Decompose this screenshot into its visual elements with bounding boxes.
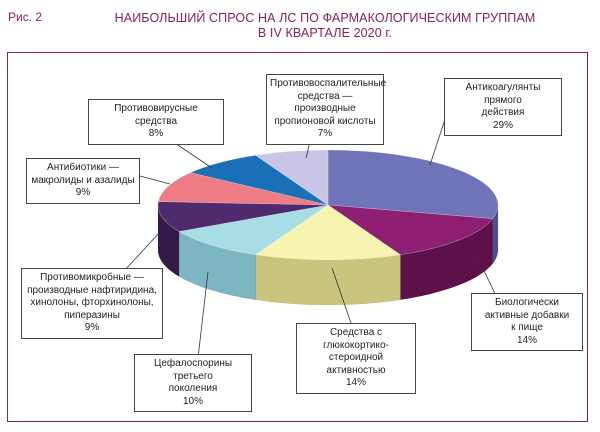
slice-value-3: 10% (182, 395, 203, 407)
slice-label-5-line-0: Антибиотики — (47, 162, 119, 173)
slice-label-4 (21, 268, 163, 339)
slice-value-7: 7% (317, 128, 333, 139)
slice-label-4-line-0: Противомикробные — (40, 272, 144, 283)
slice-label-1-line-1: активные добавки (484, 309, 570, 321)
leader-line-5 (140, 176, 170, 184)
slice-label-2 (296, 323, 416, 394)
slice-label-0 (444, 78, 562, 136)
slice-label-1 (471, 293, 583, 351)
slice-label-3-line-0: Цефалоспорины третьего (153, 358, 233, 382)
slice-side-2 (256, 255, 401, 305)
slice-value-6: 8% (148, 128, 164, 139)
slice-label-7-line-2: пропионовой кислоты (274, 115, 376, 127)
slice-label-0-line-1: действия (481, 107, 525, 118)
chart-title-line-2: В IV КВАРТАЛЕ 2020 г. (257, 26, 393, 40)
slice-label-4-line-3: пиперазины (64, 309, 120, 321)
figure-label: Рис. 2 (8, 10, 43, 24)
slice-value-0: 29% (492, 119, 513, 131)
slice-label-6 (88, 99, 224, 145)
slice-label-7 (266, 74, 387, 145)
slice-label-4-line-2: хинолоны, фторхинолоны, (30, 297, 154, 308)
slice-label-1-line-0: Биологически (495, 297, 559, 308)
slice-label-2-line-0: Средства с глюкокортико- (323, 327, 389, 351)
slice-value-1: 14% (516, 334, 537, 346)
slice-label-5-line-1: макролиды и азалиды (31, 174, 135, 186)
slice-label-5 (26, 158, 140, 204)
pie-slices (158, 150, 498, 260)
slice-label-2-line-1: стероидной активностью (326, 352, 386, 376)
slice-label-0-line-0: Антикоагулянты прямого (465, 82, 541, 106)
slice-label-1-line-2: к пище (511, 322, 543, 333)
chart-title-line-1: НАИБОЛЬШИЙ СПРОС НА ЛС ПО ФАРМАКОЛОГИЧЕСКИМ ГРУППАМ (114, 11, 536, 25)
slice-value-5: 9% (75, 187, 91, 198)
slice-label-6-line-0: Противовирусные средства (114, 103, 198, 127)
slice-label-7-line-0: Противовоспалительные (270, 78, 387, 89)
slice-value-2: 14% (345, 377, 366, 388)
slice-label-3-line-1: поколения (168, 383, 218, 394)
slice-label-7-line-1: средства — производные (294, 90, 356, 114)
slice-label-3 (134, 354, 252, 412)
leader-line-4 (125, 232, 160, 270)
slice-label-4-line-1: производные нафтиридина, (27, 284, 157, 296)
slice-value-4: 9% (84, 322, 100, 333)
